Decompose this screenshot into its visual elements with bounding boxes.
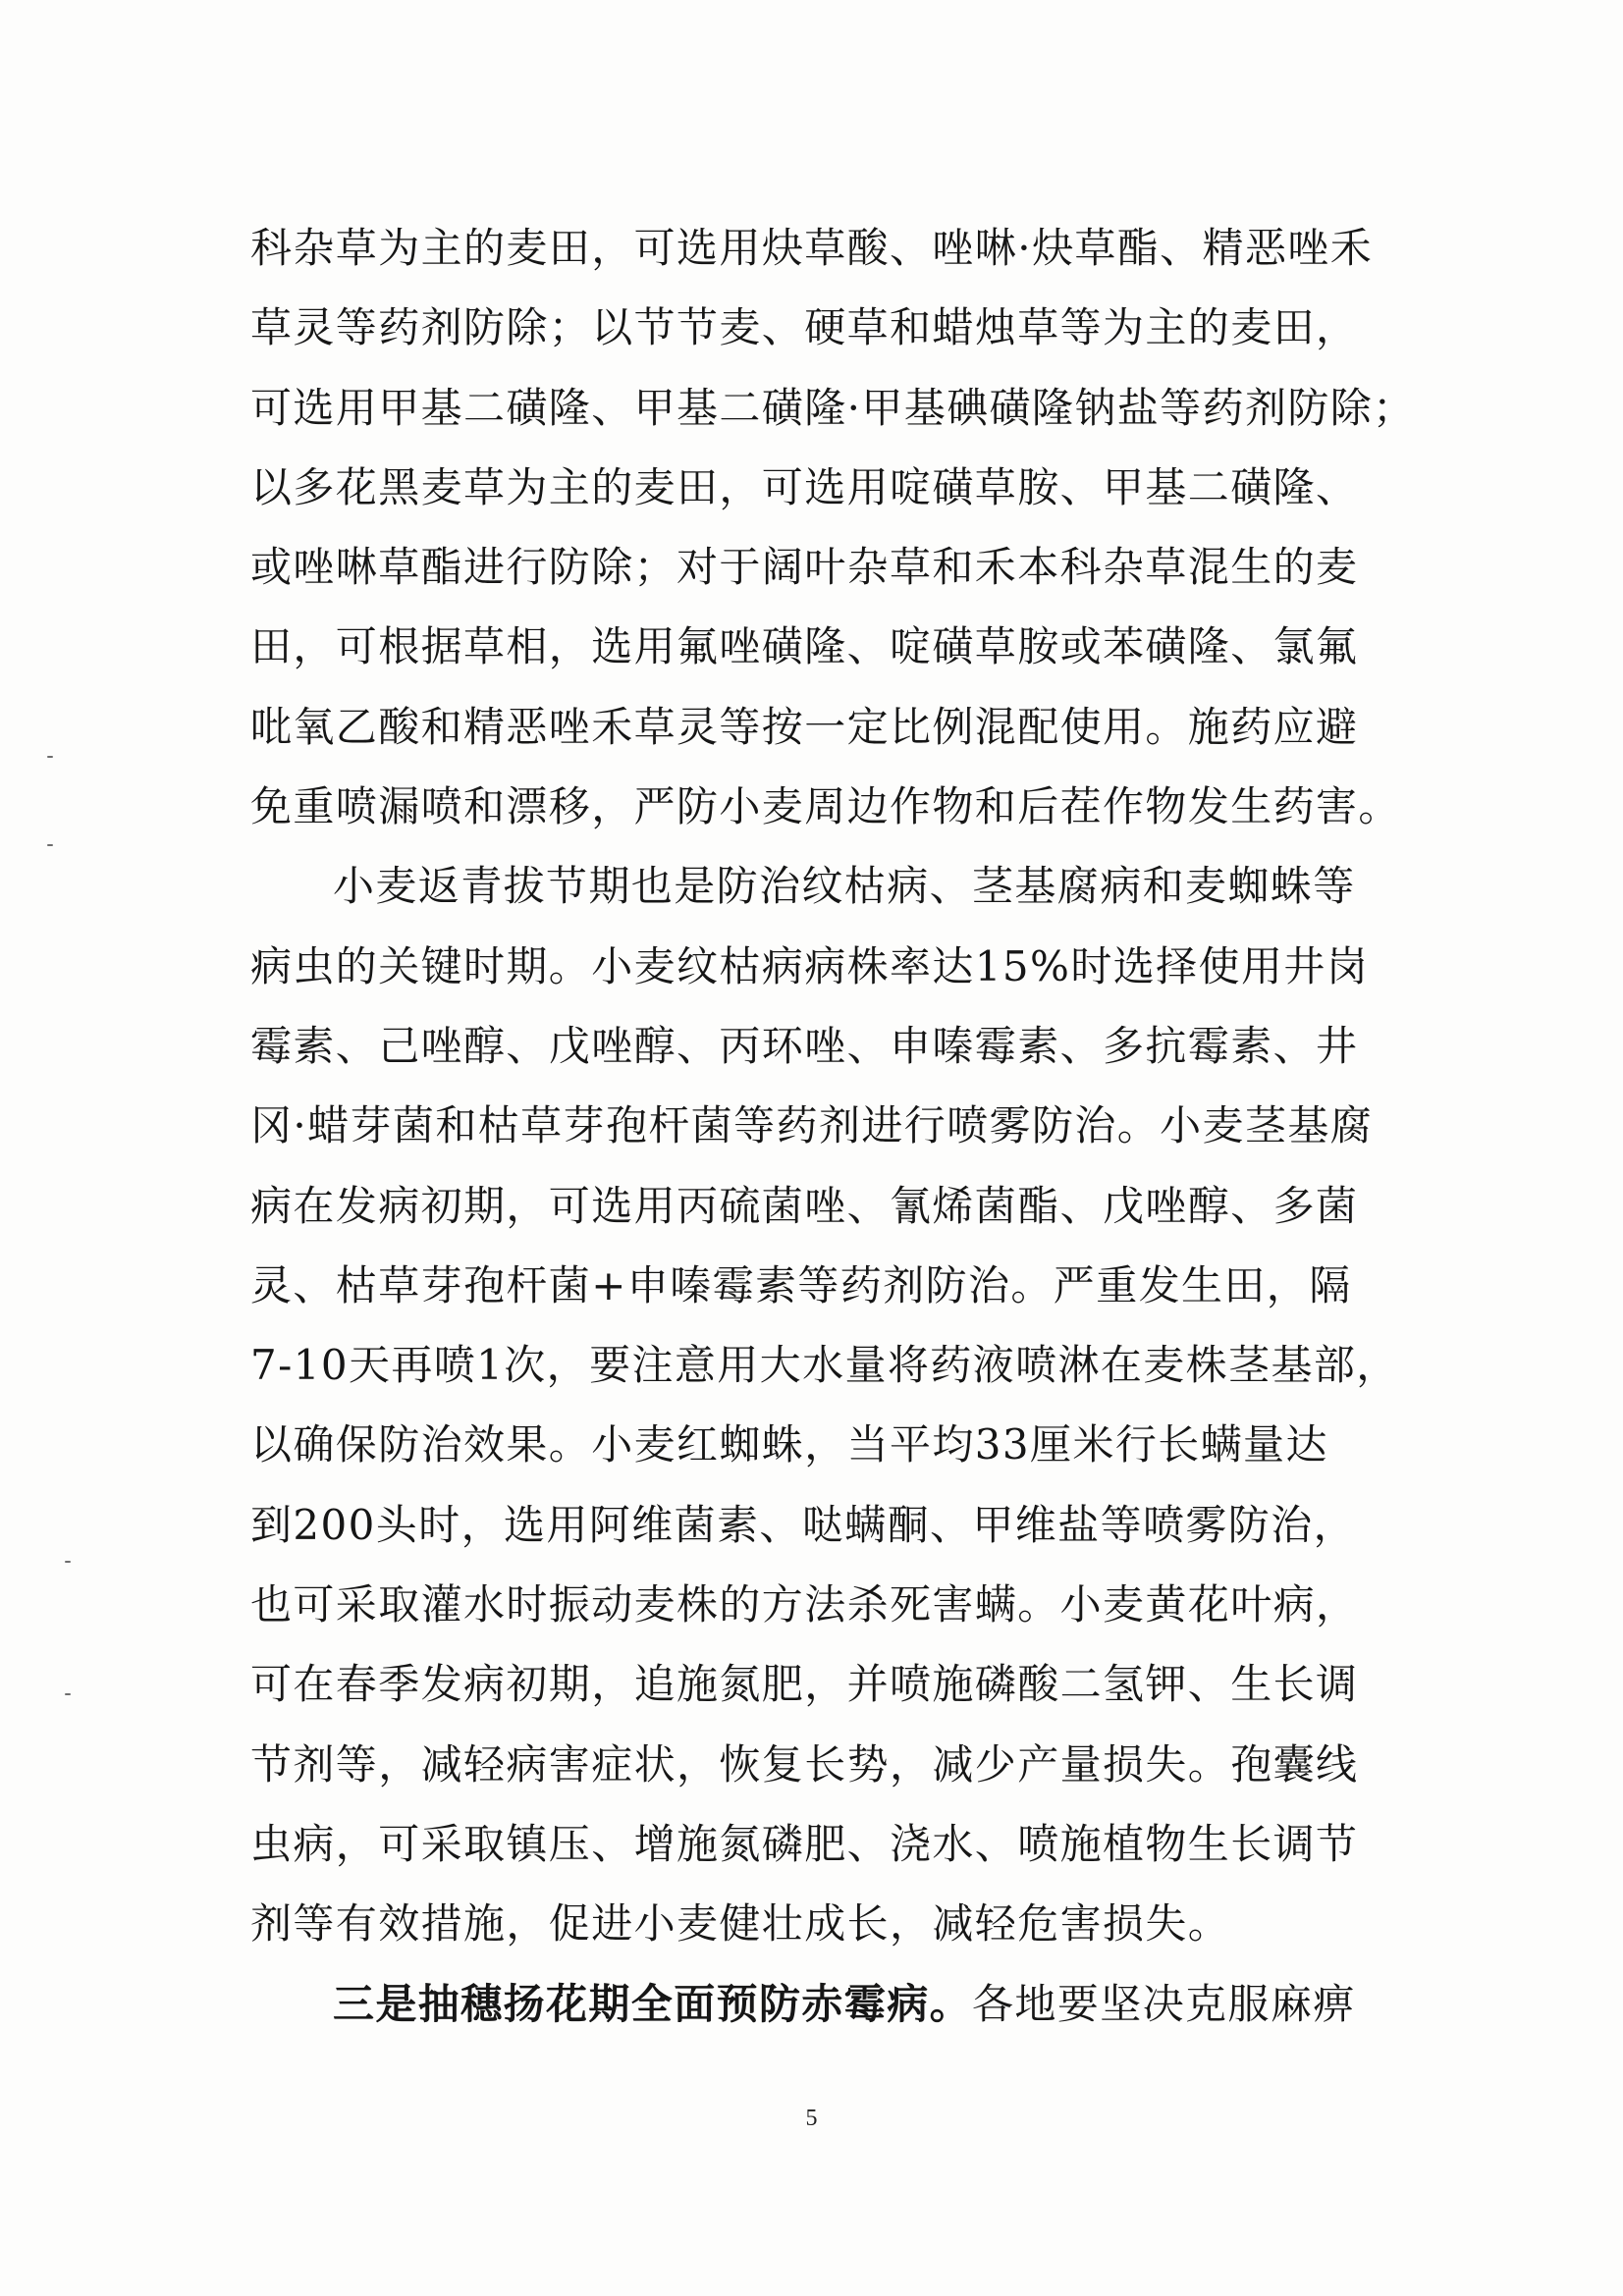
text-line: 灵、枯草芽孢杆菌+申嗪霉素等药剂防治。严重发生田，隔 [250, 1260, 1352, 1309]
section-heading: 三是抽穗扬花期全面预防赤霉病。 [333, 1979, 973, 2028]
text-line: 科杂草为主的麦田，可选用炔草酸、唑啉·炔草酯、精恶唑禾 [250, 224, 1374, 272]
section-heading-continuation: 各地要坚决克服麻痹 [972, 1979, 1356, 2028]
paragraph-start-line: 小麦返青拔节期也是防治纹枯病、茎基腐病和麦蜘蛛等 [333, 862, 1356, 911]
text-line: 病虫的关键时期。小麦纹枯病病株率达15%时选择使用井岗 [250, 941, 1370, 990]
text-line: 或唑啉草酯进行防除；对于阔叶杂草和禾本科杂草混生的麦 [250, 543, 1359, 592]
text-line: 也可采取灌水时振动麦株的方法杀死害螨。小麦黄花叶病， [250, 1580, 1359, 1629]
text-line: 免重喷漏喷和漂移，严防小麦周边作物和后茬作物发生药害。 [250, 782, 1401, 831]
scan-speck [47, 844, 53, 846]
text-line: 到200头时，选用阿维菌素、哒螨酮、甲维盐等喷雾防治， [250, 1500, 1356, 1549]
text-line: 7-10天再喷1次，要注意用大水量将药液喷淋在麦株茎基部， [250, 1341, 1399, 1390]
section-heading-line [250, 1964, 1380, 2044]
text-line: 可选用甲基二磺隆、甲基二磺隆·甲基碘磺隆钠盐等药剂防除； [250, 383, 1416, 432]
text-line: 冈·蜡芽菌和枯草芽孢杆菌等药剂进行喷雾防治。小麦茎基腐 [250, 1101, 1374, 1150]
text-line: 虫病，可采取镇压、增施氮磷肥、浇水、喷施植物生长调节 [250, 1819, 1359, 1868]
text-line: 草灵等药剂防除；以节节麦、硬草和蜡烛草等为主的麦田， [250, 303, 1359, 352]
page-number: 5 [805, 2106, 818, 2131]
text-line: 田，可根据草相，选用氟唑磺隆、啶磺草胺或苯磺隆、氯氟 [250, 622, 1359, 671]
text-line: 剂等有效措施，促进小麦健壮成长，减轻危害损失。 [250, 1899, 1231, 1949]
scan-speck [65, 1693, 71, 1695]
text-line: 病在发病初期，可选用丙硫菌唑、氰烯菌酯、戊唑醇、多菌 [250, 1181, 1359, 1230]
text-line: 节剂等，减轻病害症状，恢复长势，减少产量损失。孢囊线 [250, 1739, 1359, 1789]
text-line: 以确保防治效果。小麦红蜘蛛，当平均33厘米行长螨量达 [250, 1420, 1328, 1469]
text-line: 以多花黑麦草为主的麦田，可选用啶磺草胺、甲基二磺隆、 [250, 462, 1359, 511]
scan-speck [47, 756, 53, 758]
body-text [250, 208, 1416, 2044]
scan-speck [65, 1561, 71, 1563]
text-line: 可在春季发病初期，追施氮肥，并喷施磷酸二氢钾、生长调 [250, 1660, 1359, 1709]
text-line: 吡氧乙酸和精恶唑禾草灵等按一定比例混配使用。施药应避 [250, 702, 1359, 751]
text-line: 霉素、己唑醇、戊唑醇、丙环唑、申嗪霉素、多抗霉素、井 [250, 1021, 1359, 1070]
